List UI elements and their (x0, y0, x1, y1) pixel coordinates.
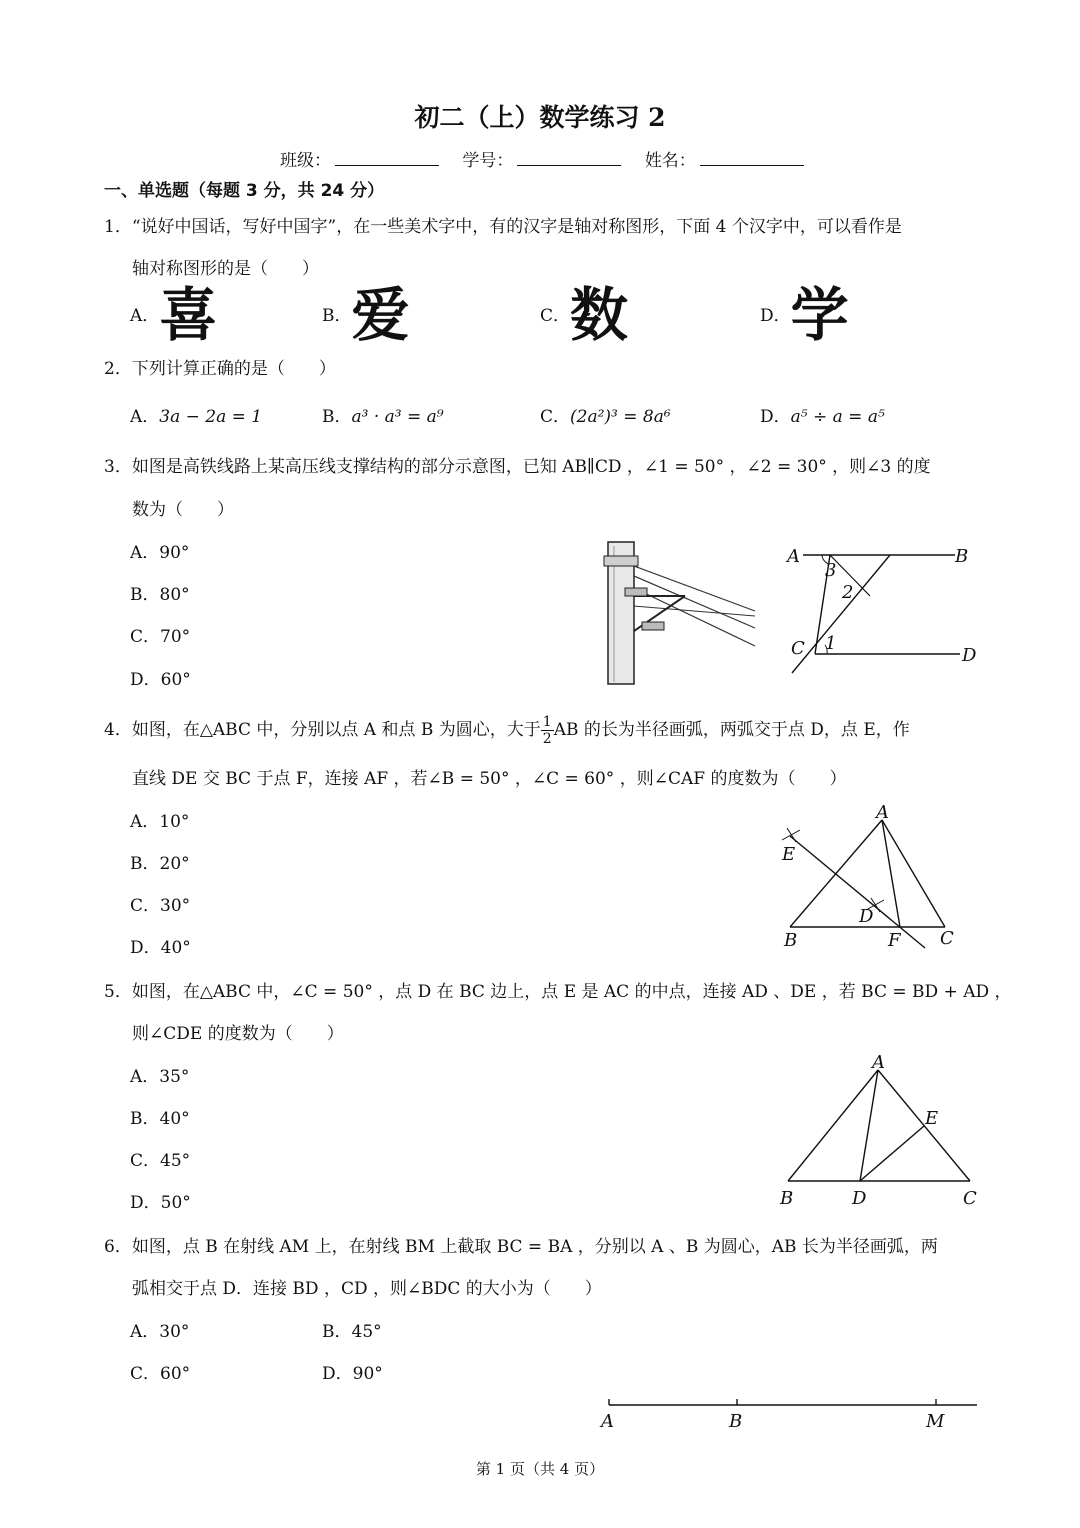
label-b: B (729, 1411, 743, 1432)
q5-text-line2: 则∠CDE 的度数为（ ） (132, 1024, 344, 1044)
q1-text-line2: 轴对称图形的是（ ） (132, 259, 319, 279)
q6-option-d[interactable] (322, 1359, 383, 1384)
q4-option-d[interactable] (130, 933, 191, 958)
q2-option-c[interactable] (540, 402, 671, 427)
q6-option-a[interactable] (130, 1317, 189, 1342)
q5-figure (770, 1048, 980, 1213)
label-a: A (872, 1052, 885, 1073)
option-label: C． (540, 407, 571, 427)
option-value: 30° (159, 1322, 190, 1342)
q1-option-a[interactable] (130, 281, 218, 349)
option-label: A． (130, 543, 160, 563)
label-c: C (940, 928, 954, 949)
option-char: 爱 (351, 281, 410, 349)
angle-2-label: 2 (842, 582, 854, 603)
option-value: 30° (160, 896, 191, 916)
option-label: B． (322, 1322, 352, 1342)
option-value: 60° (160, 1364, 191, 1384)
q5-option-c[interactable] (130, 1146, 190, 1171)
name-blank[interactable] (700, 151, 804, 166)
section-title: 一、单选题（每题 3 分，共 24 分） (104, 181, 385, 201)
q6-text-line2: 弧相交于点 D．连接 BD ，CD ，则∠BDC 的大小为（ ） (132, 1279, 602, 1299)
option-label: A． (130, 306, 160, 326)
label-e: E (782, 844, 796, 865)
q6-figure (595, 1395, 985, 1440)
option-label: D． (130, 938, 161, 958)
option-label: C． (130, 896, 161, 916)
option-label: B． (322, 306, 352, 326)
option-value: 90° (352, 1364, 383, 1384)
label-c: C (791, 638, 805, 659)
option-label: D． (130, 1193, 161, 1213)
q3-text-line1: 3．如图是高铁线路上某高压线支撑结构的部分示意图，已知 AB∥CD ，∠1 = 50° ，∠2 = 30° ，则∠3 的度 (104, 457, 931, 477)
q6-text-line1: 6．如图，点 B 在射线 AM 上，在射线 BM 上截取 BC = BA ，分别以 A 、B 为圆心，AB 长为半径画弧，两 (104, 1237, 938, 1257)
option-char: 学 (790, 281, 849, 349)
label-a: A (601, 1411, 614, 1432)
option-label: C． (130, 1364, 161, 1384)
label-e: E (925, 1108, 939, 1129)
q3-option-a[interactable] (130, 538, 189, 563)
option-label: A． (130, 812, 160, 832)
q2-option-b[interactable] (322, 402, 444, 427)
option-label: C． (130, 1151, 161, 1171)
fraction-half (541, 714, 554, 747)
option-label: C． (540, 306, 571, 326)
class-label: 班级： (280, 151, 331, 171)
label-m: M (926, 1411, 945, 1432)
label-c: C (963, 1188, 977, 1209)
q1-option-d[interactable] (760, 281, 849, 349)
q4-text-part-b: AB 的长为半径画弧，两弧交于点 D，点 E，作 (553, 720, 910, 740)
transversal (792, 555, 890, 673)
q2-option-d[interactable] (760, 402, 885, 427)
q6-option-c[interactable] (130, 1359, 190, 1384)
q4-figure (770, 800, 970, 952)
page-title: 初二（上）数学练习 2 (414, 103, 666, 132)
option-label: D． (322, 1364, 353, 1384)
option-expr: a³ · a³ = a⁹ (351, 407, 444, 427)
option-label: D． (760, 407, 791, 427)
q4-text-line1 (104, 714, 910, 747)
option-label: B． (130, 1109, 160, 1129)
option-label: D． (760, 306, 791, 326)
q4-option-c[interactable] (130, 891, 190, 916)
id-label: 学号： (462, 151, 514, 171)
q3-text-line2: 数为（ ） (132, 500, 234, 520)
option-label: B． (130, 854, 160, 874)
q3-pole-illustration (600, 536, 760, 686)
q4-option-b[interactable] (130, 849, 190, 874)
label-a: A (876, 802, 889, 823)
q1-option-c[interactable] (540, 281, 629, 349)
q1-text-line1: 1．“说好中国话，写好中国字”，在一些美术字中，有的汉字是轴对称图形，下面 4 个汉字中，可以看作是 (104, 217, 902, 237)
option-label: D． (130, 670, 161, 690)
class-blank[interactable] (335, 151, 439, 166)
option-value: 45° (351, 1322, 382, 1342)
label-b: B (780, 1188, 794, 1209)
label-a: A (787, 546, 800, 567)
option-value: 20° (159, 854, 190, 874)
q3-option-d[interactable] (130, 665, 191, 690)
name-label: 姓名： (644, 151, 696, 171)
q3-option-c[interactable] (130, 622, 190, 647)
option-value: 60° (160, 670, 191, 690)
label-d: D (852, 1188, 867, 1209)
q5-option-a[interactable] (130, 1062, 189, 1087)
page-footer: 第 1 页（共 4 页） (475, 1460, 605, 1478)
angle-3-label: 3 (825, 560, 837, 581)
q1-option-b[interactable] (322, 281, 410, 349)
q5-option-b[interactable] (130, 1104, 190, 1129)
option-value: 45° (160, 1151, 191, 1171)
option-expr: a⁵ ÷ a = a⁵ (790, 407, 885, 427)
fraction-denominator: 2 (542, 731, 552, 747)
q4-text-part-a: 4．如图，在△ABC 中，分别以点 A 和点 B 为圆心，大于 (104, 720, 541, 740)
option-value: 80° (159, 585, 190, 605)
label-b: B (784, 930, 798, 951)
label-d: D (962, 645, 977, 666)
label-d: D (859, 906, 874, 927)
q4-option-a[interactable] (130, 807, 189, 832)
option-value: 10° (159, 812, 190, 832)
angle-1-label: 1 (825, 633, 837, 654)
option-value: 40° (159, 1109, 190, 1129)
q2-text: 2．下列计算正确的是（ ） (104, 359, 336, 379)
q4-text-line2: 直线 DE 交 BC 于点 F，连接 AF ，若∠B = 50° ，∠C = 60° ，则∠CAF 的度数为（ ） (132, 769, 847, 789)
option-label: A． (130, 1067, 160, 1087)
id-blank[interactable] (517, 151, 621, 166)
q5-text-line1: 5．如图，在△ABC 中，∠C = 50° ，点 D 在 BC 边上，点 E 是 AC 的中点，连接 AD 、DE ，若 BC = BD + AD ， (104, 982, 1012, 1002)
label-f: F (888, 930, 901, 951)
option-value: 90° (159, 543, 190, 563)
label-b: B (955, 546, 969, 567)
option-expr: 3a − 2a = 1 (159, 407, 263, 427)
q5-option-d[interactable] (130, 1188, 191, 1213)
q3-figure (775, 536, 1075, 686)
fraction-numerator: 1 (542, 714, 552, 730)
q3-option-b[interactable] (130, 580, 190, 605)
option-value: 50° (160, 1193, 191, 1213)
option-label: B． (130, 585, 160, 605)
option-value: 35° (159, 1067, 190, 1087)
q2-option-a[interactable] (130, 402, 262, 427)
q6-option-b[interactable] (322, 1317, 382, 1342)
option-value: 70° (160, 627, 191, 647)
option-label: A． (130, 1322, 160, 1342)
option-label: A． (130, 407, 160, 427)
student-info-row (280, 146, 822, 171)
option-value: 40° (160, 938, 191, 958)
option-char: 喜 (159, 281, 218, 349)
option-expr: (2a²)³ = 8a⁶ (570, 407, 671, 427)
option-label: C． (130, 627, 161, 647)
option-char: 数 (570, 281, 629, 349)
option-label: B． (322, 407, 352, 427)
